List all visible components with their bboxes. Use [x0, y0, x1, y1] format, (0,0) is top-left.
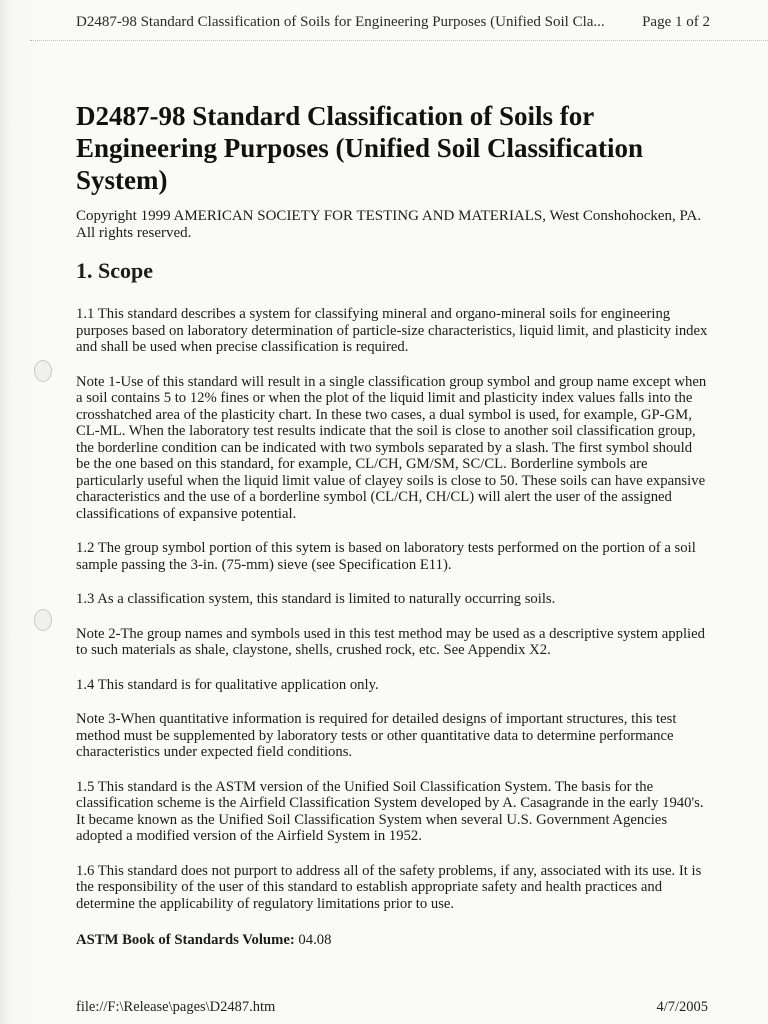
paragraph-1-2: 1.2 The group symbol portion of this sytem is based on laboratory tests performed on the portion of a soil sample passing the 3-in. (75-mm) sieve (see Specification E11).: [76, 540, 696, 573]
paragraph-1-3: 1.3 As a classification system, this standard is limited to naturally occurring soils.: [76, 591, 556, 607]
book-volume-label: ASTM Book of Standards Volume:: [76, 932, 295, 948]
document-title: D2487-98 Standard Classification of Soils for Engineering Purposes (Unified Soil Classification System): [76, 101, 644, 195]
page-header: [76, 14, 710, 36]
paragraph-1-1: 1.1 This standard describes a system for classifying mineral and organo-mineral soils for engineering purposes based on laboratory determination of particle-size characteristics, liquid limit, and plasticity index and shall be used when precise classification is required.: [76, 306, 708, 355]
header-divider: [30, 40, 768, 41]
page-indicator: Page 1 of 2: [642, 14, 710, 30]
section-heading-scope: 1. Scope: [76, 258, 153, 283]
paragraph-note-1: Note 1-Use of this standard will result in a single classification group symbol and group name except when a soil contains 5 to 12% fines or when the plot of the liquid limit and plasticity index values falls into the crosshatched area of the plasticity chart. In these two cases, a dual symbol is used, for example, GP-GM, CL-ML. When the laboratory test results indicate that the soil is close to another soil classification group, the borderline condition can be indicated with two symbols separated by a slash. The first symbol should be the one based on this standard, for example, CL/CH, GM/SM, SC/CL. Borderline symbols are particularly useful when the liquid limit value of clayey soils is close to 50. These soils can have expansive characteristics and the use of a borderline symbol (CL/CH, CH/CL) will alert the user of the assigned classifications of expansive potential.: [76, 373, 707, 522]
footer-file-url: file://F:\Release\pages\D2487.htm: [76, 999, 276, 1015]
paragraph-note-3: Note 3-When quantitative information is required for detailed designs of important structures, this test method must be supplemented by laboratory tests or other quantitative data to determine performance characteristics under expected field conditions.: [76, 711, 677, 760]
document-body: [76, 100, 708, 949]
punch-hole-mark: [34, 609, 52, 631]
paragraph-note-2: Note 2-The group names and symbols used in this test method may be used as a descriptive system applied to such materials as shale, claystone, shells, crushed rock, etc. See Appendix X2.: [76, 625, 705, 658]
header-title: D2487-98 Standard Classification of Soils for Engineering Purposes (Unified Soil Cla...: [76, 14, 605, 30]
paragraph-1-5: 1.5 This standard is the ASTM version of the Unified Soil Classification System. The basis for the classification scheme is the Airfield Classification System developed by A. Casagrande in the early 1940's. It became known as the Unified Soil Classification System when several U.S. Government Agencies adopted a modified version of the Airfield System in 1952.: [76, 778, 704, 844]
book-volume: [76, 932, 708, 949]
paragraph-1-4: 1.4 This standard is for qualitative application only.: [76, 676, 379, 693]
punch-hole-mark: [34, 360, 52, 382]
copyright-notice: Copyright 1999 AMERICAN SOCIETY FOR TESTING AND MATERIALS, West Conshohocken, PA. All rights reserved.: [76, 208, 702, 241]
book-volume-value: 04.08: [298, 932, 332, 948]
paragraph-1-6: 1.6 This standard does not purport to address all of the safety problems, if any, associated with its use. It is the responsibility of the user of this standard to establish appropriate safety and health practices and determine the applicability of regulatory limitations prior to use.: [76, 862, 702, 912]
footer-print-date: 4/7/2005: [656, 999, 708, 1015]
